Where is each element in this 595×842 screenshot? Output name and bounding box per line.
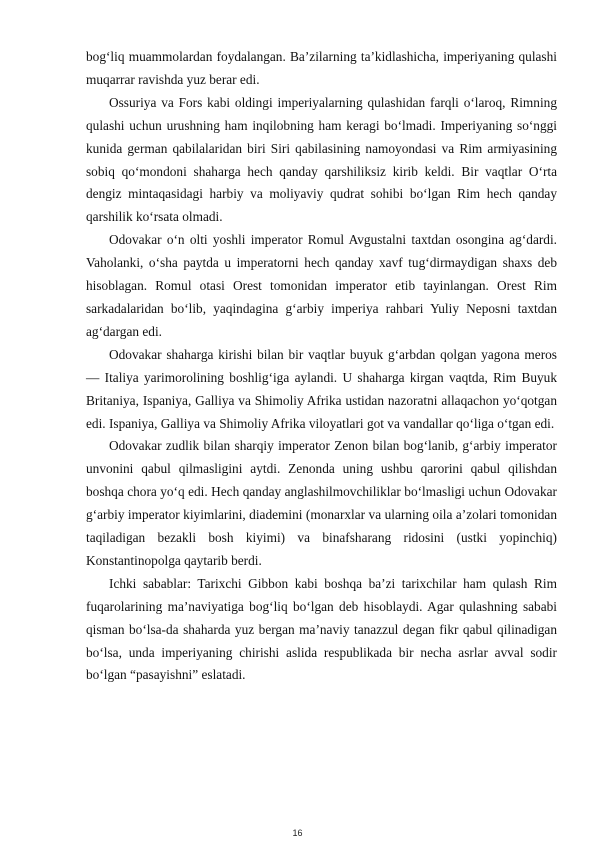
paragraph-6: Ichki sabablar: Tarixchi Gibbon kabi boshqa ba’zi tarixchilar ham qulash Rim fuqarolarining ma’naviyatiga bog‘liq bo‘lgan deb hisoblaydi. Agar qulashning sababi qisman bo‘lsa-da shaharda yuz bergan ma’naviy tanazzul degan fikr qabul qilinadigan bo‘lsa, unda imperiyaning chirishi aslida respublikada bir necha asrlar avval sodir bo‘lgan “pasayishni” eslatadi. <box>86 575 557 683</box>
paragraph-2: Ossuriya va Fors kabi oldingi imperiyalarning qulashidan farqli o‘laroq, Rimning qulashi uchun urushning ham inqilobning ham keragi bo‘lmadi. Imperiyaning so‘nggi kunida german qabilalaridan biri Siri qabilasining namoyondasi va Rim armiyasining sobiq qo‘mondoni shaharga hech qanday qarshiliksiz kirib keldi. Bir vaqtlar O‘rta dengiz mintaqasidagi harbiy va moliyaviy qudrat sohibi bo‘lgan Rim hech qanday qarshilik ko‘rsata olmadi. <box>86 94 557 225</box>
paragraph-3: Odovakar o‘n olti yoshli imperator Romul Avgustalni taxtdan osongina ag‘dardi. Vaholanki, o‘sha paytda u imperatorni hech qanday xavf tug‘dirmaydigan shaxs deb hisoblagan. Romul otasi Orest tomonidan imperator etib tayinlangan. Orest Rim sarkadalaridan bo‘lib, yaqindagina g‘arbiy imperiya rahbari Yuliy Neposni taxtdan ag‘dargan edi. <box>86 232 557 339</box>
document-page <box>86 46 557 687</box>
paragraph-1: bog‘liq muammolardan foydalangan. Ba’zilarning ta’kidlashicha, imperiyaning qulashi muqarrar ravishda yuz berar edi. <box>86 49 557 87</box>
paragraph-4: Odovakar shaharga kirishi bilan bir vaqtlar buyuk g‘arbdan qolgan yagona meros — Italiya yarimorolining boshlig‘iga aylandi. U shaharga kirgan vaqtda, Rim Buyuk Britaniya, Ispaniya, Galliya va Shimoliy Afrika ustidan nazoratni allaqachon yo‘qotgan edi. Ispaniya, Galliya va Shimoliy Afrika viloyatlari got va vandallar qo‘liga o‘tgan edi. <box>86 346 557 431</box>
page-number: 16 <box>292 828 303 838</box>
paragraph-5: Odovakar zudlik bilan sharqiy imperator Zenon bilan bog‘lanib, g‘arbiy imperator unvonini qabul qilmasligini aytdi. Zenonda uning ushbu qarorini qabul qilishdan boshqa chora yo‘q edi. Hech qanday anglashilmovchiliklar bo‘lmasligi uchun Odovakar g‘arbiy imperator kiyimlarini, diademini (monarxlar va ularning oila a’zolari tomonidan taqiladigan bezakli bosh kiyimi) va binafsharang ridosini (ustki yopinchiq) Konstantinopolga qaytarib berdi. <box>86 438 557 568</box>
